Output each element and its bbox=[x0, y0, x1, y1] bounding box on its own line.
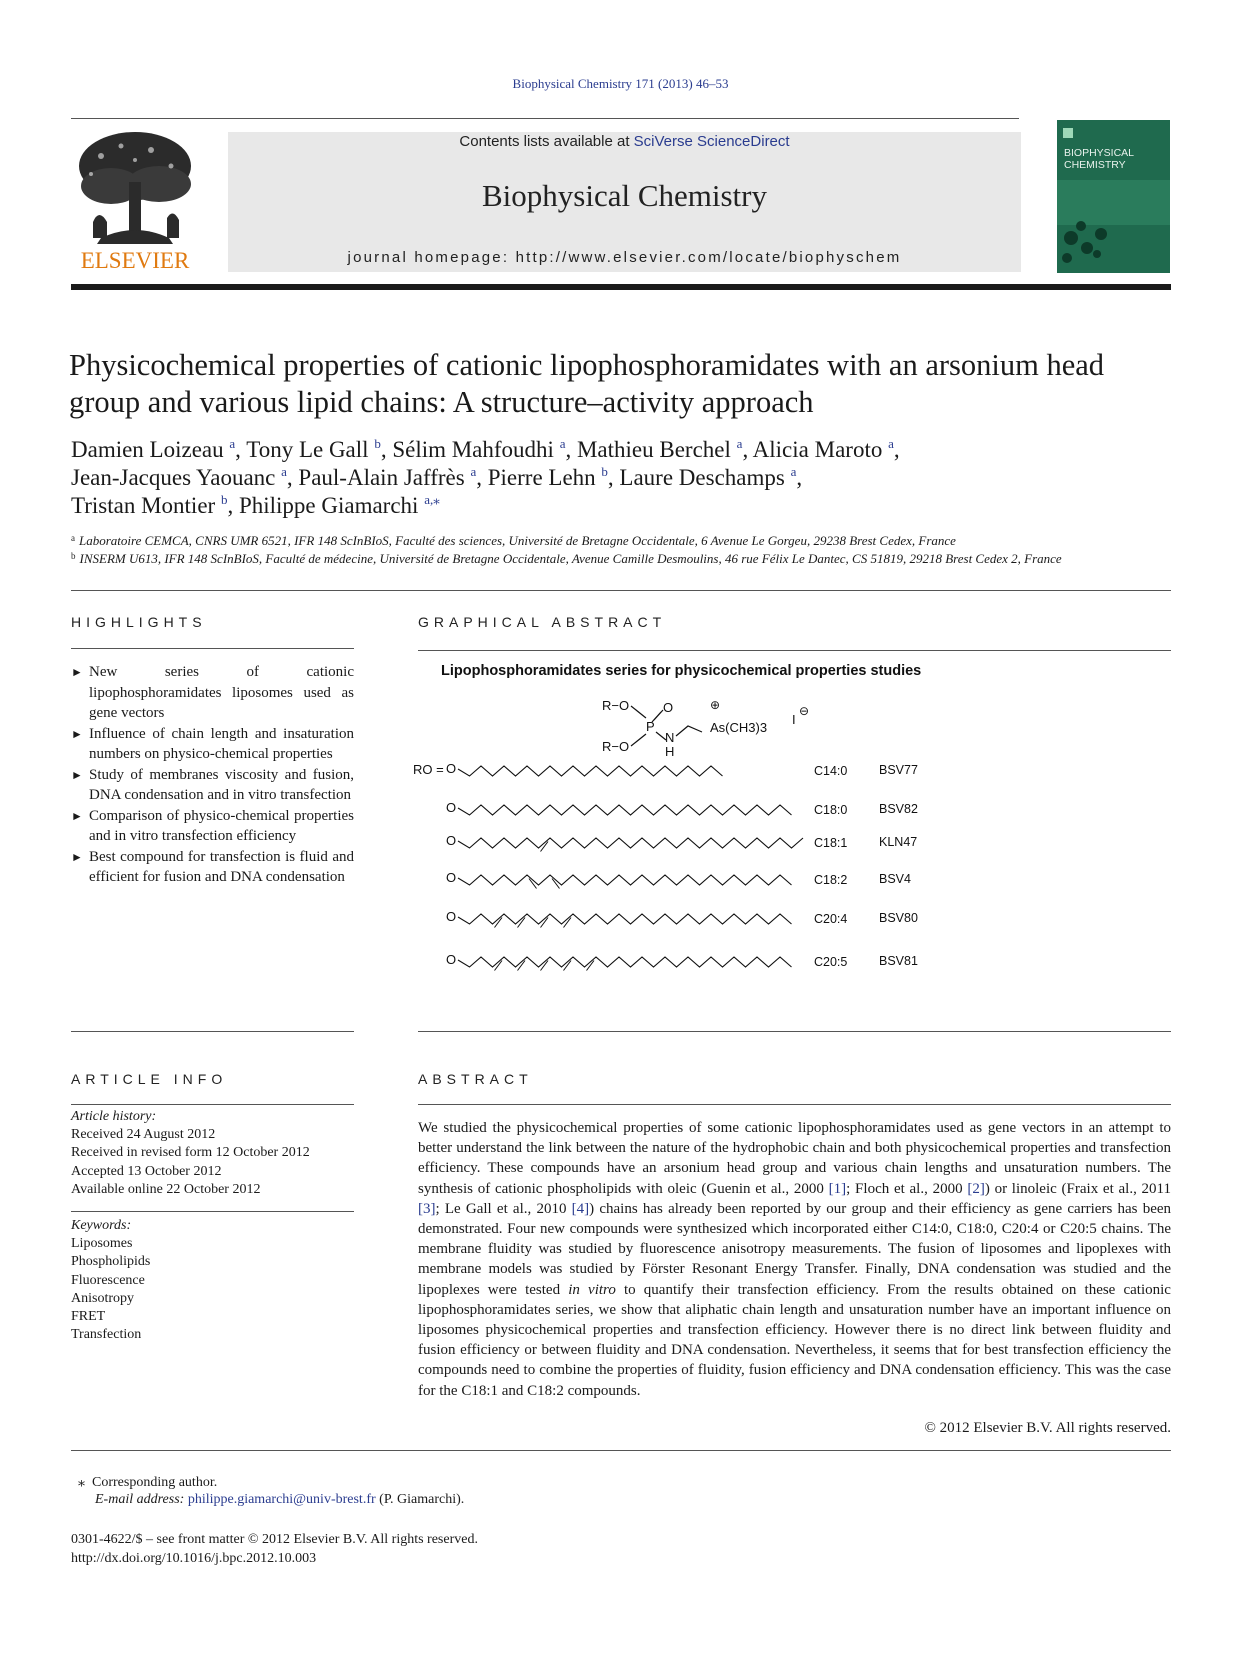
history-entry: Available online 22 October 2012 bbox=[71, 1181, 261, 1197]
elsevier-logo bbox=[71, 126, 199, 274]
affiliation-b bbox=[71, 551, 1171, 567]
abstract-rule bbox=[418, 1104, 1171, 1105]
reference-link-1[interactable]: [1] bbox=[828, 1180, 847, 1197]
structure-r-top: R−O bbox=[602, 698, 630, 713]
ro-equals-label: RO = bbox=[413, 762, 444, 777]
author-affiliation-mark[interactable]: a bbox=[790, 464, 797, 479]
graphical-abstract-figure bbox=[413, 660, 1018, 1000]
history-entry: Received 24 August 2012 bbox=[71, 1127, 216, 1143]
highlights-rule bbox=[71, 648, 354, 649]
chain-label: C18:1 bbox=[814, 836, 848, 850]
author-separator: , bbox=[380, 437, 393, 462]
abstract-italic: in vitro bbox=[568, 1281, 616, 1298]
footer-rule bbox=[71, 1450, 1171, 1451]
compound-code: BSV4 bbox=[879, 872, 911, 886]
chain-label: C20:4 bbox=[814, 912, 848, 926]
abstract-part: ) or linoleic (Fraix et al., 2011 bbox=[984, 1180, 1171, 1197]
oxygen-label: O bbox=[446, 870, 457, 885]
article-info-rule bbox=[71, 1104, 354, 1105]
chain-row bbox=[446, 952, 918, 971]
journal-homepage[interactable]: journal homepage: http://www.elsevier.com/locate/biophyschem bbox=[347, 249, 902, 266]
structure-plus: ⊕ bbox=[710, 698, 721, 712]
keyword[interactable]: Fluorescence bbox=[71, 1272, 145, 1288]
structure-p-label: P bbox=[646, 719, 655, 734]
authors-line3 bbox=[71, 492, 1171, 520]
structure-minus: ⊖ bbox=[799, 704, 810, 718]
author-separator: , bbox=[235, 437, 247, 462]
structure-o-label: O bbox=[663, 700, 674, 715]
author-separator: , bbox=[742, 437, 753, 462]
keyword[interactable]: FRET bbox=[71, 1309, 106, 1325]
author-affiliation-mark[interactable]: a,⁎ bbox=[424, 492, 440, 507]
article-history-list bbox=[71, 1126, 354, 1199]
graphical-abstract-heading: GRAPHICAL ABSTRACT bbox=[418, 614, 667, 630]
article-title-line1: Physicochemical properties of cationic lipophosphoramidates with an arsonium head bbox=[69, 348, 1105, 382]
article-history-label: Article history: bbox=[71, 1109, 157, 1124]
chain-rows bbox=[446, 761, 918, 971]
lipid-chain bbox=[458, 957, 792, 967]
author-name: Laure Deschamps bbox=[619, 465, 791, 490]
author-list bbox=[71, 436, 1171, 520]
chain-row bbox=[446, 909, 918, 928]
highlight-item: ► Best compound for transfection is fluid and efficient for fusion and DNA condensation bbox=[71, 847, 354, 888]
affiliation-b-mark: b bbox=[71, 551, 76, 561]
doi-link[interactable]: http://dx.doi.org/10.1016/j.bpc.2012.10.003 bbox=[71, 1551, 317, 1566]
highlight-item: ► Comparison of physico-chemical properties and in vitro transfection efficiency bbox=[71, 806, 354, 847]
author-affiliation-mark[interactable]: b bbox=[220, 492, 228, 507]
author-separator: , bbox=[893, 437, 900, 462]
compound-code: BSV82 bbox=[879, 802, 918, 816]
compound-code: BSV81 bbox=[879, 954, 918, 968]
author-name: Damien Loizeau bbox=[71, 437, 230, 462]
corresponding-author-note bbox=[78, 1474, 217, 1491]
head-group-structure bbox=[602, 698, 809, 759]
email-link[interactable]: philippe.giamarchi@univ-brest.fr bbox=[187, 1492, 376, 1507]
chain-label: C14:0 bbox=[814, 764, 848, 778]
email-label: E-mail address: bbox=[95, 1492, 188, 1507]
keyword[interactable]: Anisotropy bbox=[71, 1290, 134, 1306]
oxygen-label: O bbox=[446, 761, 457, 776]
authors-line1 bbox=[71, 436, 1171, 464]
author-separator: , bbox=[565, 437, 577, 462]
sciencedirect-link[interactable]: SciVerse ScienceDirect bbox=[633, 133, 790, 150]
contents-prefix: Contents lists available at bbox=[459, 133, 634, 150]
footnote-star: ⁎ bbox=[78, 1475, 85, 1490]
email-suffix: (P. Giamarchi). bbox=[375, 1492, 465, 1507]
author-affiliation-mark[interactable]: b bbox=[601, 464, 608, 479]
oxygen-label: O bbox=[446, 833, 457, 848]
oxygen-label: O bbox=[446, 800, 457, 815]
authors-line2 bbox=[71, 464, 1171, 492]
chain-row bbox=[446, 870, 911, 889]
author-affiliation-mark[interactable]: a bbox=[281, 464, 287, 479]
abstract-part: ) chains has already been reported by our group and their efficiency as gene carriers has been demonstrated. Four new compounds were synthesized which incorporated either C14:0, C18:0, C20:4 or C20:5 chains. The membrane fluidity was studied by fluorescence anisotropy measurements. The fusion of liposomes and lipoplexes with membrane models was studied by Förster Resonant Energy Transfer. Finally, DNA condensation was studied and the lipoplexes were tested bbox=[418, 1200, 1172, 1298]
affiliation-b-text: INSERM U613, IFR 148 ScInBIoS, Faculté de médecine, Université de Bretagne Occidentale, Avenue Camille Desmoulins, 46 rue Félix Le Dantec, CS 51819, 29218 Brest Cedex 2, France bbox=[79, 551, 1062, 566]
author-separator: , bbox=[607, 465, 620, 490]
highlights-list bbox=[71, 662, 354, 888]
header-thick-rule bbox=[71, 284, 1171, 290]
author-affiliation-mark[interactable]: b bbox=[374, 436, 381, 451]
abstract-part: to quantify their transfection efficiency. From the results obtained on these cationic lipophosphoramidates series, we show that aliphatic chain length and unsaturation number have an important influence on liposomes physicochemical properties and transfection efficiency. However there is no direct link between fluidity and fusion efficiency or between fluidity and DNA condensation. Nevertheless, it seems that for best transfection efficiency the compounds need to combine the properties of fluidity, fusion efficiency and DNA condensation efficiency. This was the case for the C18:1 and C18:2 compounds. bbox=[418, 1281, 1171, 1399]
reference-link-3[interactable]: [3] bbox=[418, 1200, 436, 1217]
lipid-chain bbox=[458, 838, 803, 848]
author-name: Sélim Mahfoudhi bbox=[392, 437, 560, 462]
compound-code: BSV77 bbox=[879, 763, 918, 777]
author-affiliation-mark[interactable]: a bbox=[559, 436, 566, 451]
highlight-item: ► Study of membranes viscosity and fusion, DNA condensation and in vitro transfection bbox=[71, 765, 354, 806]
structure-iodide: I bbox=[792, 712, 796, 727]
highlight-item: ► Influence of chain length and insaturation numbers on physico-chemical properties bbox=[71, 724, 354, 765]
author-separator: , bbox=[227, 493, 239, 518]
abstract-heading: ABSTRACT bbox=[418, 1071, 533, 1087]
abstract-part: We studied the physicochemical properties of some cationic lipophosphoramidates used as gene vectors in an attempt to better understand the link between the nature of the hydrophobic chain and both physicochemical properties and transfection efficiency. These compounds have an arsonium head group and various chain lengths and unsaturation numbers. The synthesis of cationic phospholipids with oleic (Guenin et al., 2000 bbox=[418, 1120, 1171, 1197]
compound-code: KLN47 bbox=[879, 835, 918, 849]
keywords-list bbox=[71, 1235, 354, 1344]
article-title bbox=[69, 347, 1174, 421]
author-separator: , bbox=[286, 465, 299, 490]
chain-label: C18:0 bbox=[814, 803, 848, 817]
keywords-label: Keywords: bbox=[71, 1218, 132, 1233]
author-separator: , bbox=[796, 465, 803, 490]
reference-link-4[interactable]: [4] bbox=[571, 1200, 590, 1217]
keywords-block bbox=[71, 1217, 354, 1344]
abstract-copyright: © 2012 Elsevier B.V. All rights reserved. bbox=[924, 1420, 1171, 1436]
oxygen-label: O bbox=[446, 909, 457, 924]
cover-title-line1: BIOPHYSICAL bbox=[1064, 147, 1135, 159]
author-name: Jean-Jacques Yaouanc bbox=[71, 465, 282, 490]
keyword[interactable]: Transfection bbox=[71, 1327, 142, 1343]
cover-art bbox=[1057, 120, 1170, 273]
lipid-chain bbox=[458, 914, 792, 924]
structure-h-label: H bbox=[665, 744, 675, 759]
author-name: Tony Le Gall bbox=[246, 437, 375, 462]
history-entry: Accepted 13 October 2012 bbox=[71, 1163, 222, 1179]
affiliation-rule bbox=[71, 590, 1171, 591]
cover-title-line2: CHEMISTRY bbox=[1064, 159, 1126, 171]
author-affiliation-mark[interactable]: a bbox=[888, 436, 894, 451]
chain-label: C20:5 bbox=[814, 955, 848, 969]
abstract-text bbox=[418, 1118, 1171, 1401]
figure-title: Lipophosphoramidates series for physicochemical properties studies bbox=[441, 663, 922, 679]
article-title-line2: group and various lipid chains: A structure–activity approach bbox=[69, 385, 814, 419]
author-name: Pierre Lehn bbox=[487, 465, 602, 490]
journal-citation[interactable]: Biophysical Chemistry 171 (2013) 46–53 bbox=[512, 76, 729, 91]
author-name: Paul-Alain Jaffrès bbox=[298, 465, 471, 490]
corresponding-label: Corresponding author. bbox=[92, 1475, 218, 1490]
structure-as-label: As(CH3)3 bbox=[710, 720, 768, 735]
author-affiliation-mark[interactable]: a bbox=[229, 436, 236, 451]
highlights-heading: HIGHLIGHTS bbox=[71, 614, 207, 630]
cover-title bbox=[1064, 147, 1168, 171]
header-rule bbox=[71, 118, 1019, 119]
lipid-chain bbox=[458, 805, 792, 815]
author-name: Mathieu Berchel bbox=[576, 437, 737, 462]
email-note bbox=[95, 1492, 464, 1508]
article-info-heading: ARTICLE INFO bbox=[71, 1071, 228, 1087]
contents-line bbox=[228, 133, 1021, 150]
author-affiliation-mark[interactable]: a bbox=[736, 436, 743, 451]
highlight-item: ► New series of cationic lipophosphoramidates liposomes used as gene vectors bbox=[71, 662, 354, 724]
author-name: Philippe Giamarchi bbox=[238, 493, 425, 518]
affiliation-a bbox=[71, 533, 1171, 549]
chain-row bbox=[446, 833, 917, 852]
abstract-part: ; Floch et al., 2000 bbox=[846, 1180, 968, 1197]
journal-cover[interactable] bbox=[1057, 120, 1170, 273]
history-entry: Received in revised form 12 October 2012 bbox=[71, 1145, 310, 1161]
chain-row bbox=[446, 761, 918, 778]
lipid-chain bbox=[458, 875, 792, 885]
structure-r-bottom: R−O bbox=[602, 739, 630, 754]
elsevier-wordmark: ELSEVIER bbox=[80, 248, 190, 273]
graphical-abstract-rule bbox=[418, 650, 1171, 651]
author-separator: , bbox=[476, 465, 488, 490]
affiliation-a-mark: a bbox=[71, 533, 75, 543]
author-name: Alicia Maroto bbox=[752, 437, 889, 462]
lipid-chain bbox=[458, 766, 723, 776]
author-name: Tristan Montier bbox=[71, 493, 221, 518]
keywords-rule bbox=[71, 1211, 354, 1212]
graphical-abstract-bottom-rule bbox=[418, 1031, 1171, 1032]
chain-label: C18:2 bbox=[814, 873, 848, 887]
abstract-part: ; Le Gall et al., 2010 bbox=[435, 1200, 572, 1217]
structure-n-label: N bbox=[665, 730, 675, 745]
keyword[interactable]: Liposomes bbox=[71, 1236, 133, 1252]
reference-link-2[interactable]: [2] bbox=[967, 1180, 985, 1197]
article-history bbox=[71, 1108, 354, 1199]
journal-title: Biophysical Chemistry bbox=[481, 178, 767, 213]
author-affiliation-mark[interactable]: a bbox=[470, 464, 477, 479]
issn-line: 0301-4622/$ – see front matter © 2012 Elsevier B.V. All rights reserved. bbox=[71, 1532, 478, 1547]
chain-row bbox=[446, 800, 918, 817]
keyword[interactable]: Phospholipids bbox=[71, 1254, 151, 1270]
highlights-bottom-rule bbox=[71, 1031, 354, 1032]
oxygen-label: O bbox=[446, 952, 457, 967]
affiliation-a-text: Laboratoire CEMCA, CNRS UMR 6521, IFR 148 ScInBIoS, Faculté des sciences, Université de Bretagne Occidentale, 6 Avenue Le Gorgeu, 29238 Brest Cedex, France bbox=[79, 533, 956, 548]
compound-code: BSV80 bbox=[879, 911, 918, 925]
